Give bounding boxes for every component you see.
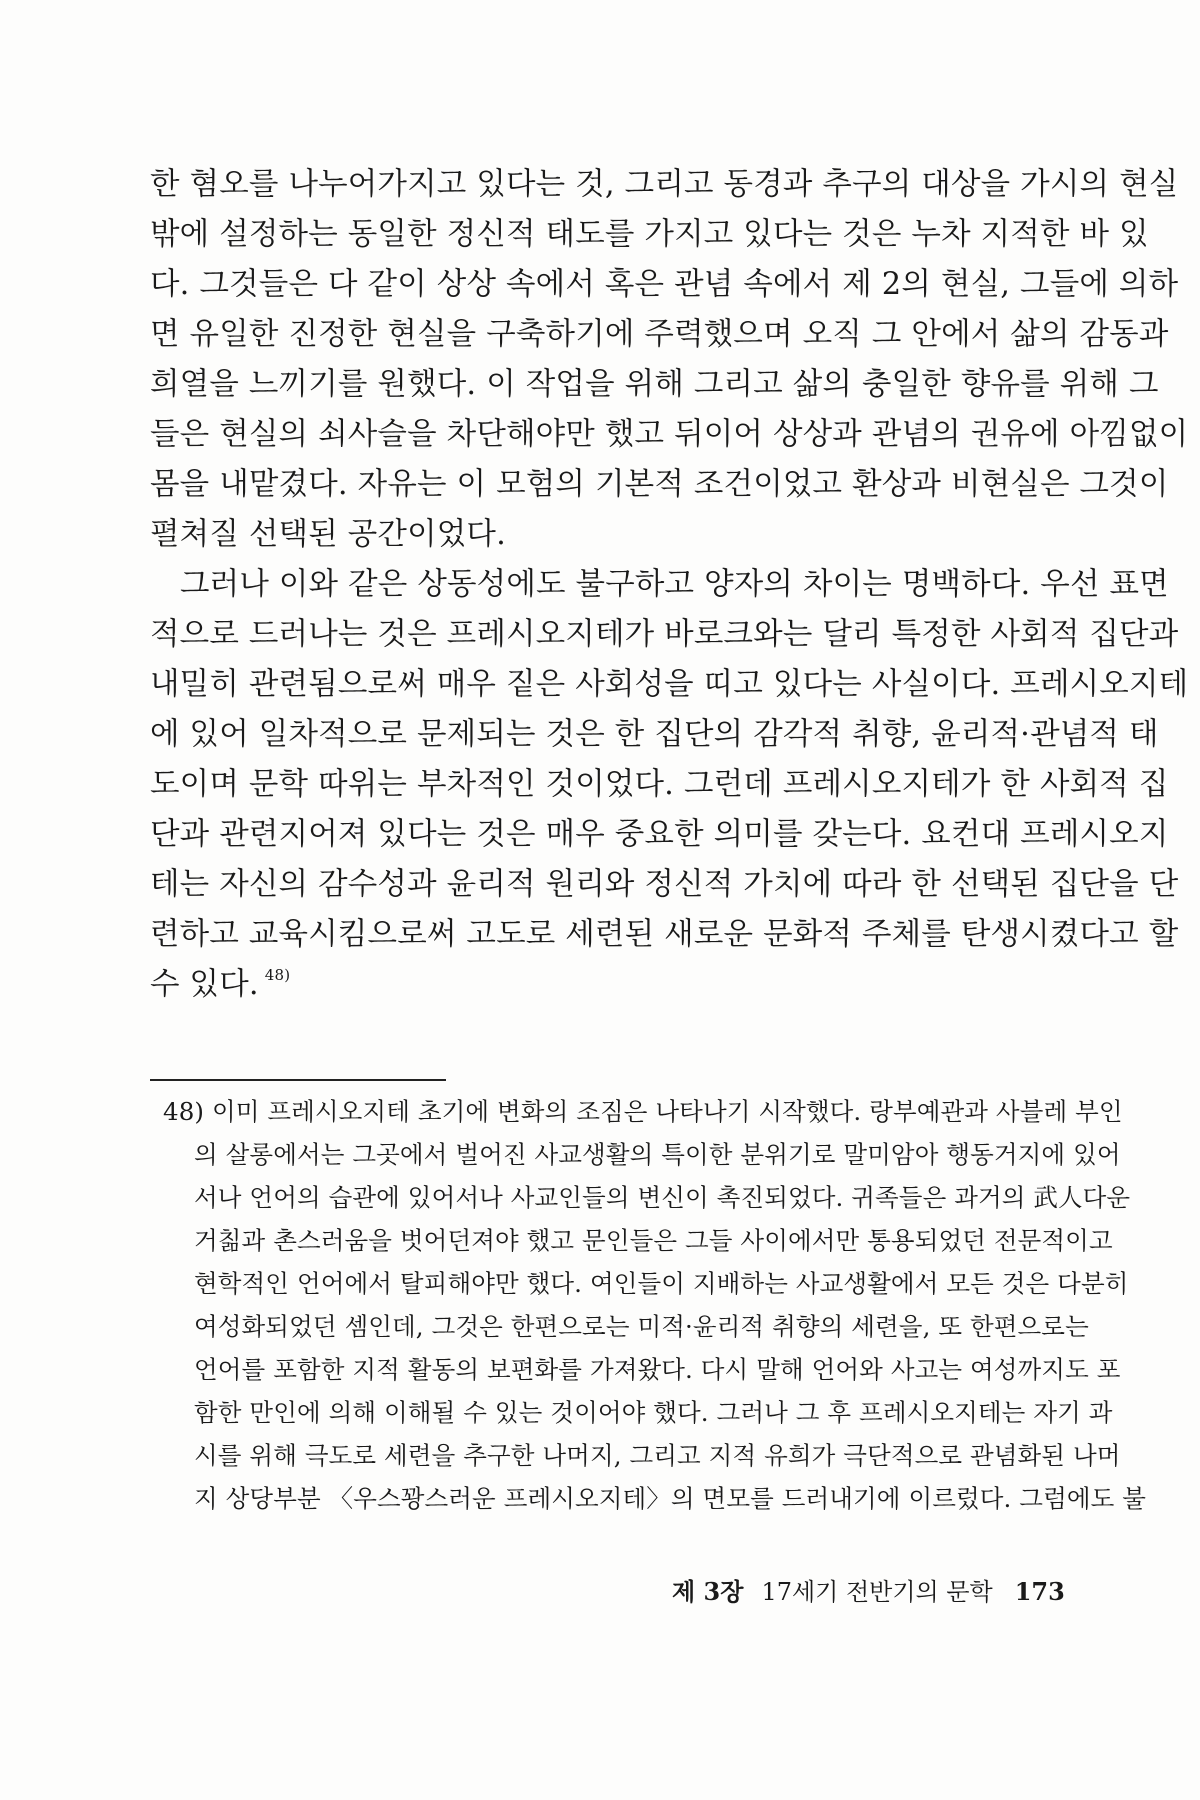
footnote-line: 거칢과 촌스러움을 벗어던져야 했고 문인들은 그들 사이에서만 통용되었던 전문적이고 [194,1226,1113,1255]
text-line: 에 있어 일차적으로 문제되는 것은 한 집단의 감각적 취향, 윤리적·관념적 태 [150,717,1159,752]
footnote-marker: 48) [163,1097,205,1126]
footnote-line: 의 살롱에서는 그곳에서 벌어진 사교생활의 특이한 분위기로 말미암아 행동거지에 있어 [194,1140,1121,1169]
footnote-reference[interactable]: 48) [264,966,291,984]
chapter-label: 제 3장 [672,1577,744,1606]
text-line: 도이며 문학 따위는 부차적인 것이었다. 그런데 프레시오지테가 한 사회적 집 [150,767,1169,802]
text-line: 몸을 내맡겼다. 자유는 이 모험의 기본적 조건이었고 환상과 비현실은 그것이 [150,467,1169,502]
text-line: 적으로 드러나는 것은 프레시오지테가 바로크와는 달리 특정한 사회적 집단과 [150,617,1179,652]
text-line: 련하고 교육시킴으로써 고도로 세련된 새로운 문화적 주체를 탄생시켰다고 할 [150,917,1179,952]
footnote-line: 여성화되었던 셈인데, 그것은 한편으로는 미적·윤리적 취향의 세련을, 또 한편으로는 [194,1312,1089,1341]
page-number: 173 [1014,1577,1065,1606]
footnote-divider [150,1079,446,1081]
text-line: 펼쳐질 선택된 공간이었다. [150,517,506,552]
footnote-line: 언어를 포함한 지적 활동의 보편화를 가져왔다. 다시 말해 언어와 사고는 여성까지도 포 [194,1355,1121,1384]
text-line: 테는 자신의 감수성과 윤리적 원리와 정신적 가치에 따라 한 선택된 집단을 단 [150,867,1179,902]
text-line: 희열을 느끼기를 원했다. 이 작업을 위해 그리고 삶의 충일한 향유를 위해 그 [150,367,1159,402]
footnote-text: 이미 프레시오지테 초기에 변화의 조짐은 나타나기 시작했다. 랑부예관과 사블레 부인 [211,1097,1123,1126]
footnote-48 [163,1090,1147,1520]
footnote-line: 서나 언어의 습관에 있어서나 사교인들의 변신이 촉진되었다. 귀족들은 과거의 武人다운 [194,1183,1131,1212]
text-line-with-note [150,960,1050,1010]
text-line: 그러나 이와 같은 상동성에도 불구하고 양자의 차이는 명백하다. 우선 표면 [180,567,1169,602]
paragraph-1 [150,160,1189,560]
text-line: 들은 현실의 쇠사슬을 차단해야만 했고 뒤이어 상상과 관념의 권유에 아낌없이 [150,417,1189,452]
chapter-title: 17세기 전반기의 문학 [761,1578,993,1606]
footnote-line: 시를 위해 극도로 세련을 추구한 나머지, 그리고 지적 유희가 극단적으로 관념화된 나머 [194,1441,1121,1470]
paragraph-2 [150,560,1189,1010]
footnote-line: 현학적인 언어에서 탈피해야만 했다. 여인들이 지배하는 사교생활에서 모든 것은 다분히 [194,1269,1129,1298]
text-line: 한 혐오를 나누어가지고 있다는 것, 그리고 동경과 추구의 대상을 가시의 현실 [150,167,1179,202]
main-text [150,160,1189,1010]
text-line: 내밀히 관련됨으로써 매우 짙은 사회성을 띠고 있다는 사실이다. 프레시오지테 [150,667,1189,702]
text-line: 다. 그것들은 다 같이 상상 속에서 혹은 관념 속에서 제 2의 현실, 그들에 의하 [150,267,1179,302]
footnote-line: 함한 만인에 의해 이해될 수 있는 것이어야 했다. 그러나 그 후 프레시오지테는 자기 과 [194,1398,1113,1427]
text-line: 밖에 설정하는 동일한 정신적 태도를 가지고 있다는 것은 누차 지적한 바 있 [150,217,1149,252]
footnote-line: 지 상당부분 〈우스꽝스러운 프레시오지테〉의 면모를 드러내기에 이르렀다. 그럼에도 불 [194,1484,1147,1513]
running-footer [672,1576,1065,1608]
text-line: 면 유일한 진정한 현실을 구축하기에 주력했으며 오직 그 안에서 삶의 감동과 [150,317,1169,352]
text-line: 단과 관련지어져 있다는 것은 매우 중요한 의미를 갖는다. 요컨대 프레시오지 [150,817,1169,852]
footnote-line [163,1090,1123,1133]
text-line: 수 있다. [150,967,259,1002]
